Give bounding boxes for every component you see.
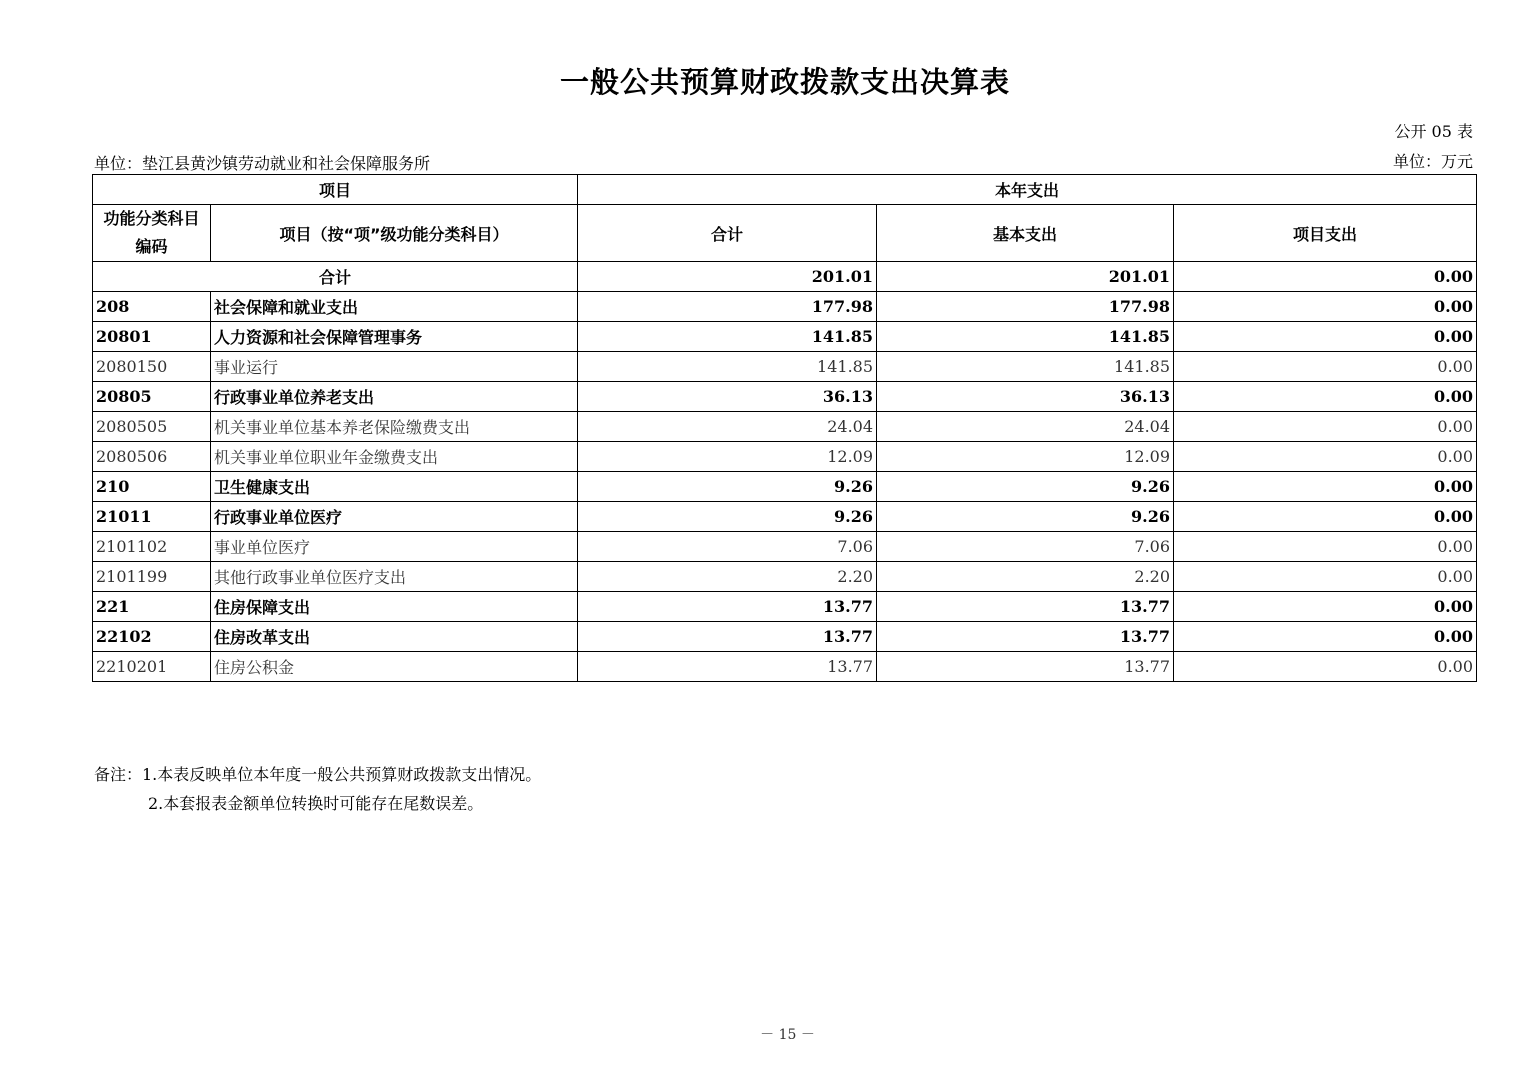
row-name: 行政事业单位医疗 xyxy=(211,502,578,532)
row-project: 0.00 xyxy=(1174,322,1477,352)
notes xyxy=(94,760,541,818)
row-basic: 9.26 xyxy=(877,472,1174,502)
row-code: 21011 xyxy=(93,502,211,532)
header-total: 合计 xyxy=(578,205,877,262)
row-total: 13.77 xyxy=(578,652,877,682)
total-row xyxy=(93,262,1477,292)
row-project: 0.00 xyxy=(1174,382,1477,412)
row-project: 0.00 xyxy=(1174,352,1477,382)
row-total: 141.85 xyxy=(578,352,877,382)
row-code: 210 xyxy=(93,472,211,502)
form-number: 公开 05 表 xyxy=(1394,122,1473,141)
row-project: 0.00 xyxy=(1174,502,1477,532)
row-project: 0.00 xyxy=(1174,592,1477,622)
row-basic: 24.04 xyxy=(877,412,1174,442)
table-row xyxy=(93,562,1477,592)
row-name: 机关事业单位职业年金缴费支出 xyxy=(211,442,578,472)
header-basic: 基本支出 xyxy=(877,205,1174,262)
note-2: 2.本套报表金额单位转换时可能存在尾数误差。 xyxy=(148,794,484,813)
row-total: 36.13 xyxy=(578,382,877,412)
table-row xyxy=(93,322,1477,352)
row-code: 2101102 xyxy=(93,532,211,562)
table-row xyxy=(93,382,1477,412)
row-project: 0.00 xyxy=(1174,622,1477,652)
table-row xyxy=(93,502,1477,532)
total-basic: 201.01 xyxy=(877,262,1174,292)
row-basic: 9.26 xyxy=(877,502,1174,532)
table-row xyxy=(93,652,1477,682)
row-name: 住房改革支出 xyxy=(211,622,578,652)
row-total: 2.20 xyxy=(578,562,877,592)
table-row xyxy=(93,412,1477,442)
row-basic: 7.06 xyxy=(877,532,1174,562)
note-1: 备注：1.本表反映单位本年度一般公共预算财政拨款支出情况。 xyxy=(94,765,542,784)
table-row xyxy=(93,592,1477,622)
row-project: 0.00 xyxy=(1174,532,1477,562)
row-project: 0.00 xyxy=(1174,292,1477,322)
row-name: 卫生健康支出 xyxy=(211,472,578,502)
row-name: 其他行政事业单位医疗支出 xyxy=(211,562,578,592)
row-code: 2101199 xyxy=(93,562,211,592)
row-name: 住房公积金 xyxy=(211,652,578,682)
total-label: 合计 xyxy=(93,262,578,292)
row-name: 社会保障和就业支出 xyxy=(211,292,578,322)
row-basic: 36.13 xyxy=(877,382,1174,412)
row-basic: 13.77 xyxy=(877,622,1174,652)
page-title: 一般公共预算财政拨款支出决算表 xyxy=(559,65,1010,99)
expenditure-table xyxy=(92,174,1477,682)
unit-currency: 单位：万元 xyxy=(1392,152,1473,171)
row-name: 人力资源和社会保障管理事务 xyxy=(211,322,578,352)
table-row xyxy=(93,472,1477,502)
unit-organization: 单位：垫江县黄沙镇劳动就业和社会保障服务所 xyxy=(94,154,431,173)
row-basic: 141.85 xyxy=(877,352,1174,382)
row-project: 0.00 xyxy=(1174,472,1477,502)
row-project: 0.00 xyxy=(1174,442,1477,472)
row-total: 9.26 xyxy=(578,472,877,502)
row-basic: 177.98 xyxy=(877,292,1174,322)
row-code: 2080150 xyxy=(93,352,211,382)
header-current-year: 本年支出 xyxy=(578,175,1477,205)
table-row xyxy=(93,292,1477,322)
row-code: 2080506 xyxy=(93,442,211,472)
row-total: 177.98 xyxy=(578,292,877,322)
row-name: 行政事业单位养老支出 xyxy=(211,382,578,412)
row-code: 20801 xyxy=(93,322,211,352)
row-total: 12.09 xyxy=(578,442,877,472)
row-total: 7.06 xyxy=(578,532,877,562)
row-total: 9.26 xyxy=(578,502,877,532)
row-project: 0.00 xyxy=(1174,652,1477,682)
row-basic: 13.77 xyxy=(877,652,1174,682)
row-name: 事业单位医疗 xyxy=(211,532,578,562)
row-code: 22102 xyxy=(93,622,211,652)
row-total: 13.77 xyxy=(578,622,877,652)
row-code: 20805 xyxy=(93,382,211,412)
row-total: 24.04 xyxy=(578,412,877,442)
header-code: 功能分类科目编码 xyxy=(93,205,211,262)
header-row-2 xyxy=(93,205,1477,262)
row-code: 2210201 xyxy=(93,652,211,682)
table-row xyxy=(93,622,1477,652)
row-total: 141.85 xyxy=(578,322,877,352)
header-project: 项目 xyxy=(93,175,578,205)
row-code: 221 xyxy=(93,592,211,622)
row-project: 0.00 xyxy=(1174,412,1477,442)
row-basic: 2.20 xyxy=(877,562,1174,592)
row-code: 2080505 xyxy=(93,412,211,442)
row-name: 事业运行 xyxy=(211,352,578,382)
row-basic: 12.09 xyxy=(877,442,1174,472)
table-row xyxy=(93,532,1477,562)
total-project: 0.00 xyxy=(1174,262,1477,292)
row-basic: 141.85 xyxy=(877,322,1174,352)
total-total: 201.01 xyxy=(578,262,877,292)
header-project-exp: 项目支出 xyxy=(1174,205,1477,262)
row-total: 13.77 xyxy=(578,592,877,622)
row-project: 0.00 xyxy=(1174,562,1477,592)
page-number: － 15 － xyxy=(760,1027,815,1043)
row-name: 机关事业单位基本养老保险缴费支出 xyxy=(211,412,578,442)
table-row xyxy=(93,352,1477,382)
header-row-1 xyxy=(93,175,1477,205)
table-row xyxy=(93,442,1477,472)
header-item: 项目（按“项”级功能分类科目） xyxy=(211,205,578,262)
row-name: 住房保障支出 xyxy=(211,592,578,622)
row-code: 208 xyxy=(93,292,211,322)
row-basic: 13.77 xyxy=(877,592,1174,622)
